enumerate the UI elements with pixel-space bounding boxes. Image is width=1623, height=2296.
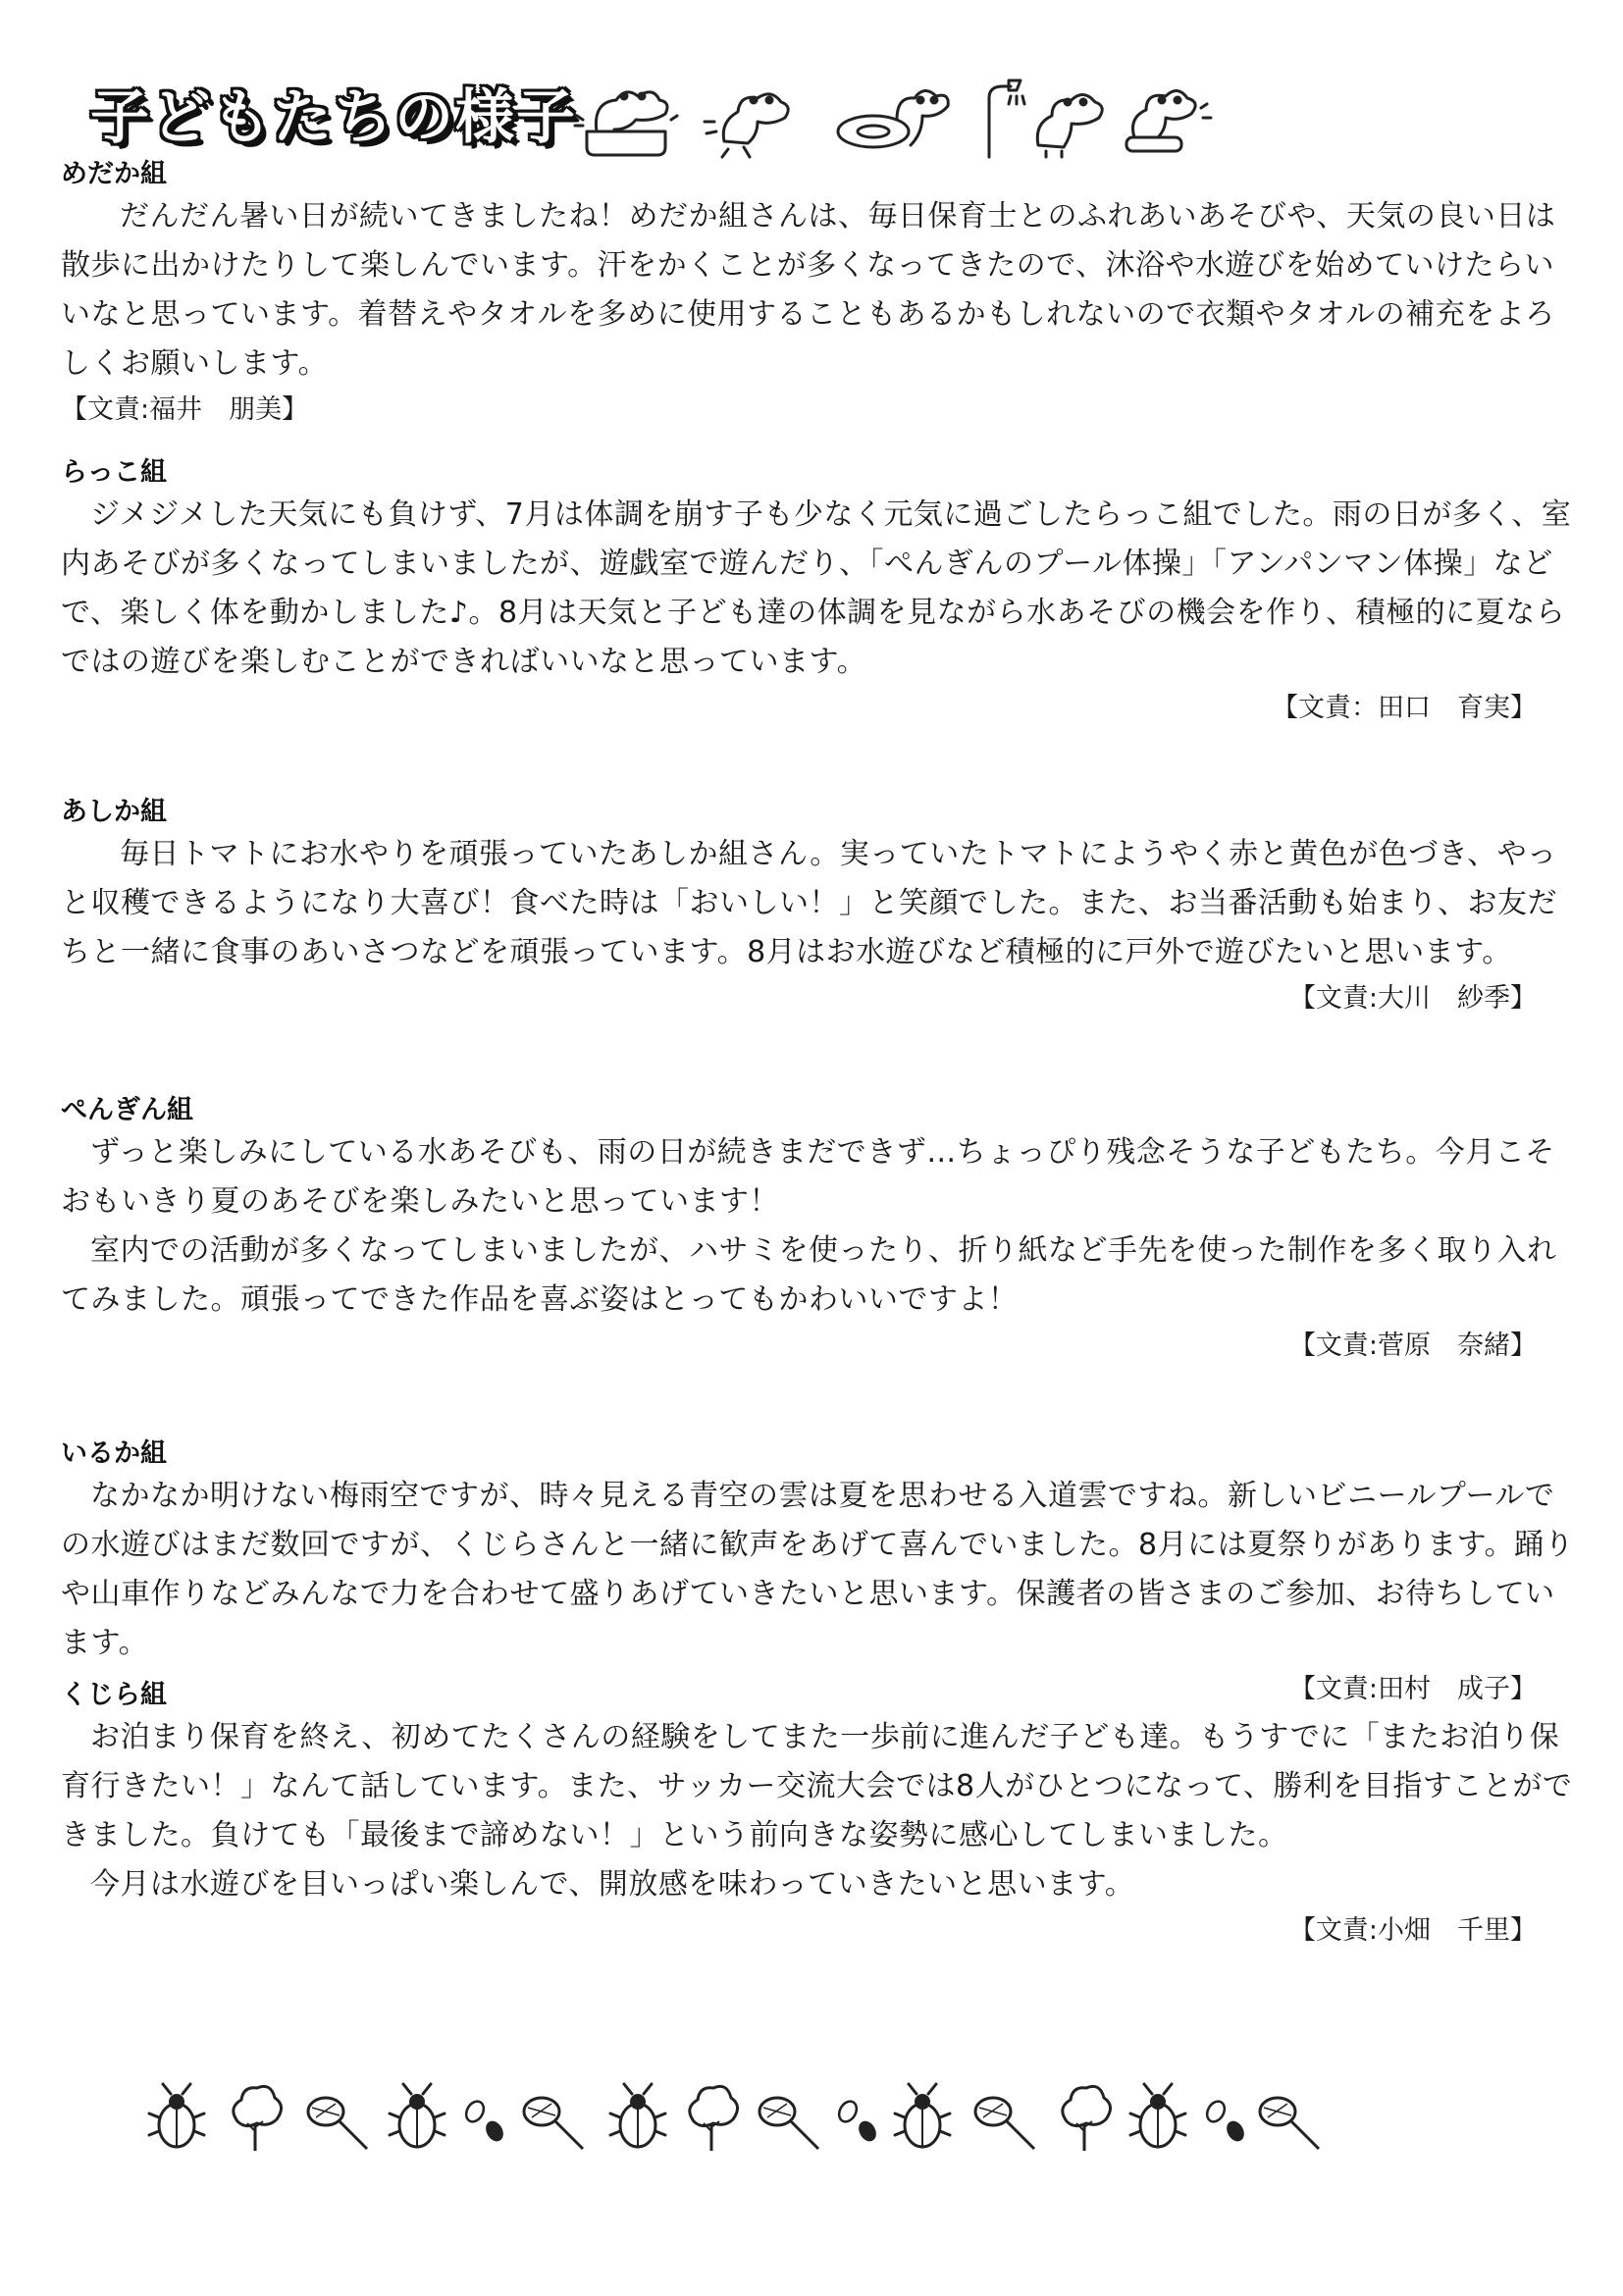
section-heading: あしか組 (61, 797, 167, 827)
tree-icon (690, 2086, 738, 2151)
section-heading: いるか組 (61, 1438, 167, 1469)
section-heading: らっこ組 (61, 457, 167, 488)
tree-icon (234, 2086, 282, 2151)
leaf-icon (463, 2098, 507, 2144)
author-credit: 【文責：田口 育実】 (1272, 693, 1537, 723)
footer-insect-border (147, 2082, 1423, 2161)
beetle-icon (1130, 2084, 1185, 2147)
section-iruka (61, 1436, 1578, 1711)
section-pengin (61, 1093, 1578, 1368)
section-paragraph: 室内での活動が多くなってしまいましたが、ハサミを使ったり、折り紙など手先を使った制作を多く取り入れてみました。頑張ってできた作品を喜ぶ姿はとってもかわいいですよ！ (61, 1233, 1557, 1317)
page-title: 子どもたちの様子 (90, 83, 577, 152)
leaf-icon (836, 2098, 880, 2144)
beetle-icon (610, 2084, 665, 2147)
crocodile-illustrations (567, 73, 1215, 161)
author-credit: 【文責:大川 紗季】 (1288, 983, 1537, 1014)
beetle-icon (895, 2084, 950, 2147)
bug-net-icon (1260, 2098, 1319, 2149)
section-kujira (61, 1678, 1578, 1953)
section-rakko (61, 455, 1578, 730)
section-medaka (61, 157, 1578, 432)
bug-net-icon (975, 2098, 1034, 2149)
section-paragraph: 毎日トマトにお水やりを頑張っていたあしか組さん。実っていたトマトにようやく赤と黄色が色づき、やっと収穫できるようになり大喜び！食べた時は「おいしい！」と笑顔でした。また、お当番活動も始まり、お友だちと一緒に食事のあいさつなどを頑張っています。8月はお水遊びなど積極的に戸外で遊びたいと思います。 (61, 837, 1557, 969)
section-paragraph: ずっと楽しみにしている水あそびも、雨の日が続きまだできず…ちょっぴり残念そうな子どもたち。今月こそおもいきり夏のあそびを楽しみたいと思っています！ (61, 1135, 1555, 1219)
crocodile-running-icon (705, 94, 788, 157)
author-credit: 【文責:福井 朋美】 (61, 394, 309, 425)
section-ashika (61, 795, 1578, 1020)
bug-net-icon (759, 2098, 818, 2149)
section-heading: めだか組 (61, 159, 167, 189)
beetle-icon (390, 2084, 445, 2147)
crocodile-kickboard-icon (1126, 90, 1211, 151)
section-paragraph: お泊まり保育を終え、初めてたくさんの経験をしてまた一歩前に進んだ子ども達。もうすでに「またお泊り保育行きたい！」なんて話しています。また、サッカー交流大会では8人がひとつになって、勝利を目指すことができました。負けても「最後まで諦めない！」という前向きな姿勢に感心してしまいました。 (61, 1720, 1573, 1852)
section-paragraph: 今月は水遊びを目いっぱい楽しんで、開放感を味わっていきたいと思います。 (90, 1867, 1135, 1902)
crocodile-shower-icon (1037, 94, 1102, 157)
leaf-icon (1204, 2098, 1248, 2144)
crocodile-bath-icon (575, 92, 677, 155)
author-credit: 【文責:菅原 奈緒】 (1288, 1331, 1537, 1361)
bug-net-icon (524, 2098, 583, 2149)
section-paragraph: だんだん暑い日が続いてきましたね！めだか組さんは、毎日保育士とのふれあいあそびや、天気の良い日は散歩に出かけたりして楽しんでいます。汗をかくことが多くなってきたので、沐浴や水遊びを始めていけたらいいなと思っています。着替えやタオルを多めに使用することもあるかもしれないので衣類やタオルの補充をよろしくお願いします。 (61, 199, 1556, 381)
author-credit: 【文責:田村 成子】 (1288, 1674, 1537, 1704)
author-credit: 【文責:小畑 千里】 (1288, 1915, 1537, 1946)
section-heading: ぺんぎん組 (61, 1095, 193, 1125)
crocodile-float-icon (838, 90, 948, 147)
section-paragraph: ジメジメした天気にも負けず、7月は体調を崩す子も少なく元気に過ごしたらっこ組でした。雨の日が多く、室内あそびが多くなってしまいましたが、遊戯室で遊んだり、「ぺんぎんのプール体操」「アンパンマン体操」などで、楽しく体を動かしました♪。8月は天気と子ども達の体調を見ながら水あそびの機会を作り、積極的に夏ならではの遊びを楽しむことができればいいなと思っています。 (61, 497, 1572, 679)
section-paragraph: なかなか明けない梅雨空ですが、時々見える青空の雲は夏を思わせる入道雲ですね。新しいビニールプールでの水遊びはまだ数回ですが、くじらさんと一緒に歓声をあげて喜んでいました。8月には夏祭りがあります。踊りや山車作りなどみんなで力を合わせて盛りあげていきたいと思います。保護者の皆さまのご参加、お待ちしています。 (61, 1479, 1575, 1660)
tree-icon (1063, 2086, 1111, 2151)
beetle-icon (149, 2084, 204, 2147)
shower-icon (989, 80, 1024, 157)
bug-net-icon (308, 2098, 367, 2149)
section-heading: くじら組 (61, 1680, 167, 1710)
